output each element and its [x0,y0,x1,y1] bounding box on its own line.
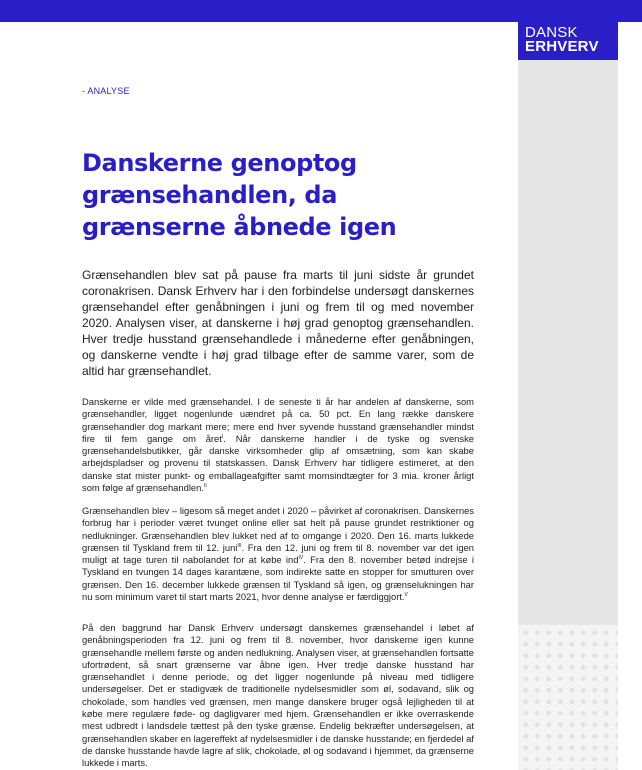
p2-text-a: Grænsehandlen blev – ligesom så meget andet i 2020 – påvirket af coronakrisen. Danskernes forbrug har i perioder været tvunget online eller sat helt på pause grundet restriktioner og nedlukninger. Grænsehandlen blev lukket ned af to omgange i 2020. Den 16. marts lukkede grænsen til Tyskland frem til 12. juni [82,505,474,553]
logo-text-dansk: DANSK [525,24,578,41]
footnote-ref-3[interactable]: III [237,542,242,549]
top-brand-band [0,0,642,22]
side-dot-pattern [518,625,618,770]
body-paragraph-3: På den baggrund har Dansk Erhverv undersøgt danskernes grænsehandel i løbet af genåbningsperioden fra 12. juni og frem til 8. november, hvor danskerne igen kunne grænsehandle mellem første og anden nedlukning. Analysen viser, at grænsehandlen fortsatte ufortrødent, så snart grænserne var åbne igen. Hver tredje danske husstand har grænsehandlet i denne periode, og det ligger nogenlunde på niveau med tidligere undersøgelser. Det er stadigvæk de traditionelle nydelsesmidler som øl, sodavand, slik og chokolade, som handles ved grænsen, men mange danskere bruger også lejligheden til at købe mere regulære føde- og dagligvarer med hjem. Grænsehandlen er ikke overraskende mest udbredt i landsdele tættest på den tyske grænse. Endelig bekræfter undersøgelsen, at grænsehandlen skaber en lagereffekt af nydelsesmidler i de danske husstande; en fjerdedel af de danske husstande havde lagre af slik, chokolade, øl og sodavand i hjemmet, da grænserne lukkede i marts. [82,622,474,769]
p2-text-b: . Fra den 12. juni og frem til 8. november var det igen muligt at tage turen til nabolandet for at købe ind [82,541,474,566]
page-title [82,147,482,243]
lead-paragraph: Grænsehandlen blev sat på pause fra marts til juni sidste år grundet coronakrisen. Dansk Erhverv har i den forbindelse undersøgt danskernes grænsehandel efter genåbningen i juni og frem til og med november 2020. Analysen viser, at danskerne i høj grad genoptog grænsehandlen. Hver tredje husstand grænsehandlede i månederne efter genåbningen, og danskerne vendte i høj grad tilbage efter de samme varer, som de altid har grænsehandlet. [82,268,474,378]
logo-text-erhverv: ERHVERV [525,38,599,55]
p2-text-c: . Fra den 8. november betød indrejse i Tyskland en tvungen 14 dages karantæne, som indirekte satte en stopper for smutturen over grænsen. Den 16. december lukkede grænsen til Tyskland så igen, og grænselukningen har nu som minimum varet til start marts 2021, hvor denne analyse er færdiggjort. [82,554,475,603]
dansk-erhverv-logo [518,22,618,60]
body-paragraph-1 [82,396,474,494]
title-line-1: Danskerne genoptog [82,149,357,177]
title-line-2: grænsehandlen, da [82,181,337,209]
body-paragraph-2 [82,505,474,603]
p1-text-b: . Når danskerne handler i de tyske og svenske grænsehandelsbutikker, går danske virksomheder glip af omsætning, som kan skabe arbejdspladser og provenu til statskassen. Dansk Erhverv har tidligere estimeret, at den danske stat mister punkt- og emballageafgifter samt momsindtægter for 3 mia. kroner årligt som følge af grænsehandlen. [82,432,474,494]
footnote-ref-5[interactable]: V [404,591,408,598]
footnote-ref-2[interactable]: II [203,482,207,489]
footnote-ref-4[interactable]: IV [298,555,304,562]
footnote-ref-1[interactable]: I [221,433,224,440]
title-line-3: grænserne åbnede igen [82,213,397,241]
section-kicker: - ANALYSE [82,86,130,96]
p1-text-a: Danskerne er vilde med grænsehandel. I de seneste ti år har andelen af danskerne, som grænsehandler, ligget nogenlunde uændret på ca. 50 pct. En lang række danskere grænsehandler dog markant mere; mere end hver syvende husstand grænsehandler mindst fire til fem gange om året [82,396,474,444]
